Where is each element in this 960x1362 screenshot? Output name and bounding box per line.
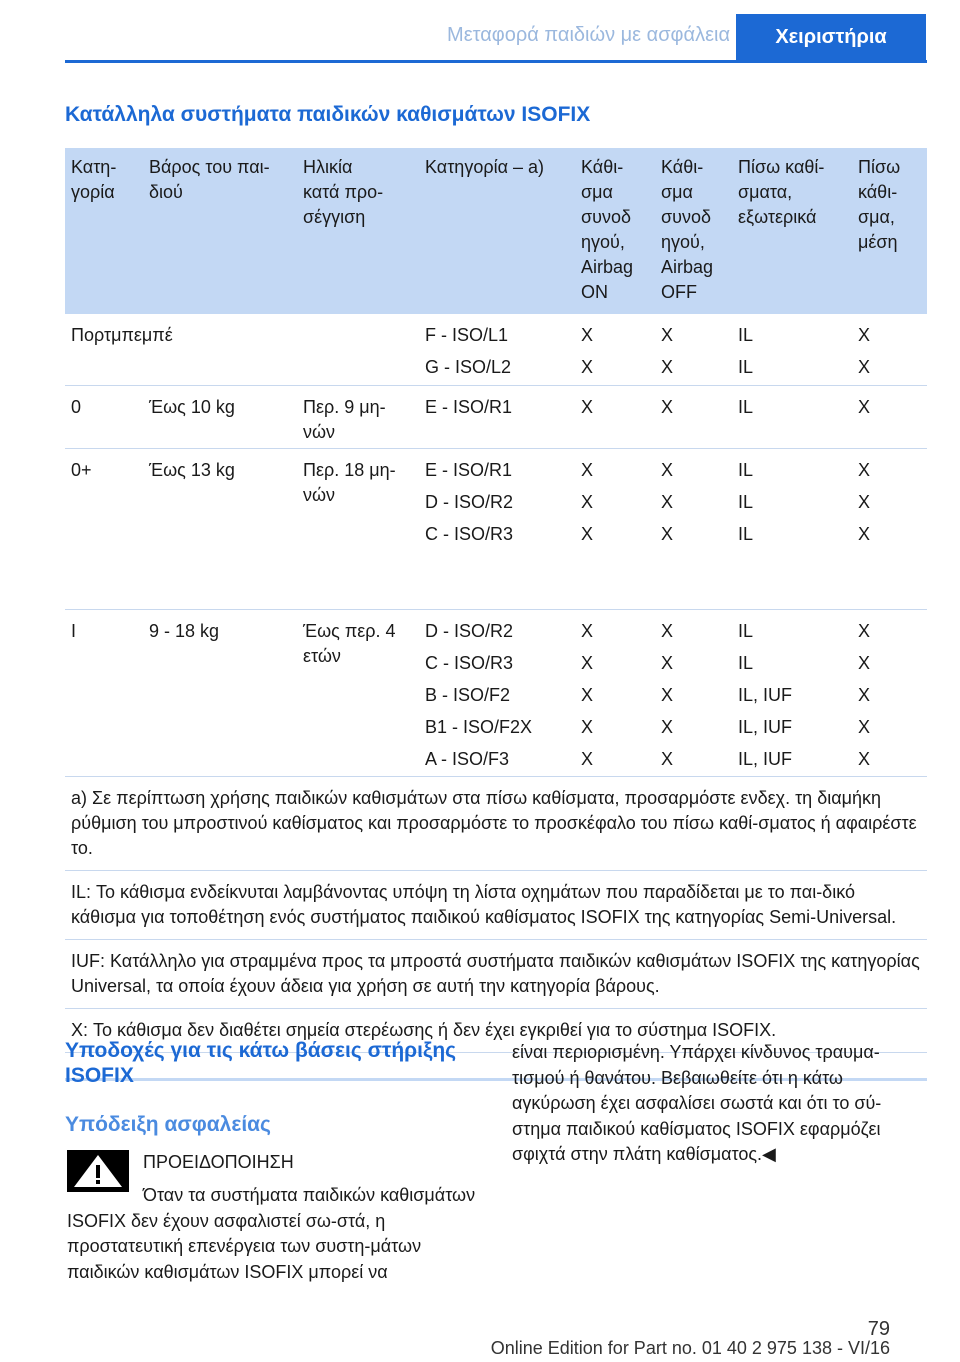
cell-airbag-on: X (581, 524, 594, 544)
cell-airbag-off: X (661, 749, 674, 769)
cell-rear-middle: X (858, 749, 871, 769)
cell-airbag-on: X (581, 717, 594, 737)
cell-rear-outer-stack (738, 458, 753, 554)
cell-size-class-stack (425, 395, 512, 427)
cell-airbag-off: X (661, 717, 674, 737)
cell-airbag-on: X (581, 325, 594, 345)
table-row (65, 449, 927, 610)
cell-size-class-stack (425, 458, 513, 554)
cell-rear-middle-stack (858, 395, 870, 427)
cell-airbag-on: X (581, 492, 594, 512)
cell-rear-middle: X (858, 492, 871, 512)
cell-airbag-off: X (661, 524, 674, 544)
cell-size-class: E - ISO/R1 (425, 397, 513, 417)
isofix-table (65, 148, 927, 1081)
cell-rear-middle: X (858, 524, 871, 544)
cell-rear-outer: IL, IUF (738, 749, 793, 769)
cell-category: I (71, 621, 77, 641)
cell-airbag-off: X (661, 685, 674, 705)
cell-rear-middle-stack (858, 458, 870, 554)
warning-text: Όταν τα συστήματα παιδικών καθισμάτων ISOFIX δεν έχουν ασφαλιστεί σω-στά, η προστατευτική επενέργεια των συστη-μάτων παιδικών καθισμάτων ISOFIX μπορεί να (67, 1185, 476, 1282)
warning-label: ΠΡΟΕΙΔΟΠΟΙΗΣΗ (143, 1152, 294, 1172)
cell-airbag-off-stack (661, 395, 673, 427)
header-rear-middle: Πίσω κάθι- σμα, μέση (858, 157, 901, 252)
cell-rear-middle: X (858, 397, 871, 417)
cell-rear-middle: X (858, 717, 871, 737)
cell-airbag-on: X (581, 621, 594, 641)
cell-category: 0 (71, 397, 82, 417)
cell-airbag-on: X (581, 357, 594, 377)
cell-airbag-off: X (661, 460, 674, 480)
cell-rear-outer: IL (738, 492, 754, 512)
cell-size-class: E - ISO/R1 (425, 460, 513, 480)
cell-airbag-on: X (581, 397, 594, 417)
cell-rear-outer: IL, IUF (738, 685, 793, 705)
cell-airbag-off: X (661, 492, 674, 512)
table-body (65, 314, 927, 777)
header-airbag-on: Κάθι- σμα συνοδ ηγού, Airbag ON (581, 157, 634, 302)
page-number: 79 (867, 1318, 890, 1340)
table-note: a) Σε περίπτωση χρήσης παιδικών καθισμάτων στα πίσω καθίσματα, προσαρμόστε ενδεχ. τη διαμήκη ρύθμιση του μπροστινού καθίσματος και προσαρμόστε το προσκέφαλο του πίσω καθί-σματος ή αφαιρέστε το. (65, 777, 927, 871)
cell-airbag-on: X (581, 685, 594, 705)
table-row (65, 314, 927, 386)
cell-airbag-off-stack (661, 619, 673, 779)
table-note: X: Το κάθισμα δεν διαθέτει σημεία στερέωσης ή δεν έχει εγκριθεί για το σύστημα ISOFIX. (65, 1009, 927, 1053)
cell-airbag-on: X (581, 749, 594, 769)
cell-size-class: A - ISO/F3 (425, 749, 510, 769)
cell-airbag-off: X (661, 357, 674, 377)
cell-rear-middle: X (858, 325, 871, 345)
cell-airbag-off: X (661, 653, 674, 673)
table-note: IUF: Κατάλληλο για στραμμένα προς τα μπροστά συστήματα παιδικών καθισμάτων ISOFIX της κατηγορίας Universal, τα οποία έχουν άδεια για χρήση σε αυτή την κατηγορία βάρους. (65, 940, 927, 1009)
table-header (65, 148, 927, 314)
cell-rear-outer: IL (738, 325, 754, 345)
cell-airbag-on-stack (581, 395, 593, 427)
header-section-tab[interactable]: Χειριστήρια (736, 14, 926, 60)
cell-rear-middle: X (858, 460, 871, 480)
cell-age: Περ. 9 μη- νών (303, 397, 386, 442)
cell-size-class: D - ISO/R2 (425, 492, 514, 512)
cell-airbag-off-stack (661, 458, 673, 554)
cell-age: Περ. 18 μη- νών (303, 460, 396, 505)
header-chapter: Μεταφορά παιδιών με ασφάλεια (447, 24, 730, 46)
cell-size-class: G - ISO/L2 (425, 357, 512, 377)
table-row (65, 386, 927, 449)
warning-text-continued: είναι περιορισμένη. Υπάρχει κίνδυνος τραυμα-τισμού ή θανάτου. Βεβαιωθείτε ότι η κάτω αγκύρωση έχει ασφαλίσει σωστά και ότι το σύ-στημα παιδικού καθίσματος ISOFIX εφαρμόζει σφιχτά στην πλάτη καθίσματος.◀ (512, 1042, 882, 1164)
cell-airbag-off: X (661, 325, 674, 345)
cell-rear-outer: IL (738, 460, 754, 480)
footer-edition: Online Edition for Part no. 01 40 2 975 138 - VI/16 (490, 1338, 890, 1358)
cell-airbag-on: X (581, 653, 594, 673)
cell-airbag-on-stack (581, 619, 593, 779)
cell-airbag-on-stack (581, 458, 593, 554)
section-title: Υποδοχές για τις κάτω βάσεις στήριξης ISOFIX (65, 1039, 457, 1087)
cell-size-class: B - ISO/F2 (425, 685, 511, 705)
header-size-class: Κατηγορία – a) (425, 157, 544, 177)
cell-airbag-off: X (661, 397, 674, 417)
header-airbag-off: Κάθι- σμα συνοδ ηγού, Airbag OFF (661, 157, 714, 302)
cell-age: Έως περ. 4 ετών (303, 621, 396, 666)
cell-rear-middle: X (858, 357, 871, 377)
cell-rear-outer-stack (738, 619, 792, 779)
cell-category: Πορτμπεμπέ (71, 325, 173, 345)
header-rear-outer: Πίσω καθί- σματα, εξωτερικά (738, 157, 825, 227)
cell-size-class: F - ISO/L1 (425, 325, 509, 345)
header-rule (65, 60, 927, 63)
cell-weight: Έως 13 kg (149, 460, 235, 480)
cell-rear-outer: IL (738, 524, 754, 544)
safety-subtitle: Υπόδειξη ασφαλείας (65, 1113, 271, 1136)
cell-rear-outer: IL (738, 357, 754, 377)
header-weight: Βάρος του παι- διού (149, 157, 270, 202)
cell-rear-outer-stack (738, 395, 753, 427)
table-row (65, 610, 927, 777)
cell-size-class-stack (425, 619, 532, 779)
cell-rear-middle: X (858, 621, 871, 641)
cell-rear-outer: IL, IUF (738, 717, 793, 737)
cell-size-class: D - ISO/R2 (425, 621, 514, 641)
page-title: Κατάλληλα συστήματα παιδικών καθισμάτων ISOFIX (65, 103, 591, 126)
header-category: Κατη- γορία (71, 157, 117, 202)
cell-weight: 9 - 18 kg (149, 621, 220, 641)
cell-rear-outer-stack (738, 323, 753, 387)
cell-category: 0+ (71, 460, 92, 480)
table-note: IL: Το κάθισμα ενδείκνυται λαμβάνοντας υπόψη τη λίστα οχημάτων που παραδίδεται με το παι-δικό κάθισμα για τοποθέτηση ενός συστήματος παιδικού καθίσματος ISOFIX της κατηγορίας Semi-Universal. (65, 871, 927, 940)
cell-rear-outer: IL (738, 653, 754, 673)
cell-rear-outer: IL (738, 621, 754, 641)
cell-size-class: C - ISO/R3 (425, 524, 514, 544)
cell-airbag-on-stack (581, 323, 593, 387)
cell-size-class: C - ISO/R3 (425, 653, 514, 673)
cell-rear-middle: X (858, 653, 871, 673)
cell-rear-outer: IL (738, 397, 754, 417)
cell-weight: Έως 10 kg (149, 397, 235, 417)
cell-rear-middle-stack (858, 619, 870, 779)
cell-airbag-on: X (581, 460, 594, 480)
header-age: Ηλικία κατά προ- σέγγιση (303, 157, 384, 227)
table-notes (65, 777, 927, 1053)
cell-rear-middle-stack (858, 323, 870, 387)
cell-airbag-off: X (661, 621, 674, 641)
cell-size-class: B1 - ISO/F2X (425, 717, 533, 737)
cell-size-class-stack (425, 323, 511, 387)
cell-rear-middle: X (858, 685, 871, 705)
cell-airbag-off-stack (661, 323, 673, 387)
